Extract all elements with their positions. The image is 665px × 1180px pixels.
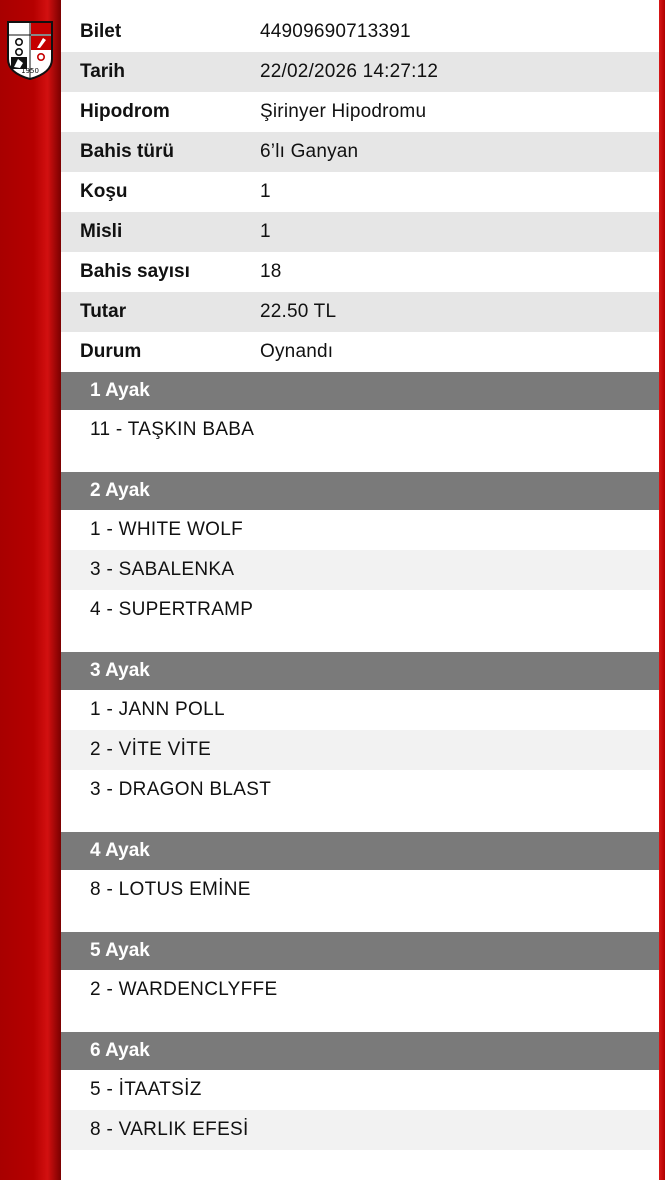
horse-item: 1 - WHITE WOLF [90,519,244,540]
horse-item: 5 - İTAATSİZ [90,1079,202,1100]
info-value: 44909690713391 [260,21,411,42]
status-value: Oynandı [260,341,334,362]
info-row-tutar [61,292,659,332]
logo-year: 1950 [21,67,39,75]
ticket-content [61,12,659,1150]
horse-item: 8 - LOTUS EMİNE [90,879,251,900]
leg-2 [61,472,659,652]
info-label: Koşu [80,181,128,202]
leg-3 [61,652,659,832]
leg-header: 4 Ayak [61,832,659,870]
info-row-durum [61,332,659,372]
horse-item: 2 - WARDENCLYFFE [90,979,278,1000]
info-value: 22.50 TL [260,301,337,322]
leg-5 [61,932,659,1032]
info-label: Misli [80,221,123,242]
club-logo[interactable] [5,19,55,81]
horse-item: 1 - JANN POLL [90,699,225,720]
leg-header: 1 Ayak [61,372,659,410]
leg-header: 6 Ayak [61,1032,659,1070]
info-label: Hipodrom [80,101,170,122]
horse-item: 8 - VARLIK EFESİ [61,1110,659,1150]
horse-item: 11 - TAŞKIN BABA [90,419,255,440]
leg-4 [61,832,659,932]
left-brand-bar [0,0,61,1180]
leg-1 [61,372,659,472]
info-value: 6’lı Ganyan [260,141,359,162]
info-label: Tarih [80,61,126,82]
info-label: Bahis sayısı [80,261,190,282]
info-value: 22/02/2026 14:27:12 [260,61,439,82]
info-row-kosu [61,172,659,212]
info-row-bahis-sayisi [61,252,659,292]
info-label: Durum [80,341,142,362]
right-brand-bar [659,0,665,1180]
info-label: Bahis türü [80,141,174,162]
horse-item: 3 - SABALENKA [61,550,659,590]
horse-item: 2 - VİTE VİTE [61,730,659,770]
leg-header: 3 Ayak [61,652,659,690]
info-row-misli [61,212,659,252]
info-value: 1 [260,221,271,242]
horse-item: 4 - SUPERTRAMP [90,599,254,620]
leg-header: 2 Ayak [61,472,659,510]
info-label: Bilet [80,21,122,42]
leg-6 [61,1032,659,1150]
info-label: Tutar [80,301,127,322]
info-row-hipodrom [61,92,659,132]
horse-item: 3 - DRAGON BLAST [90,779,272,800]
leg-header: 5 Ayak [61,932,659,970]
info-value: 18 [260,261,282,282]
info-value: Şirinyer Hipodromu [260,101,427,122]
ticket-info-table [61,12,659,372]
jockey-club-shield-icon [5,19,55,81]
info-row-bahis-turu [61,132,659,172]
info-value: 1 [260,181,271,202]
info-row-tarih [61,52,659,92]
info-row-bilet [61,12,659,52]
